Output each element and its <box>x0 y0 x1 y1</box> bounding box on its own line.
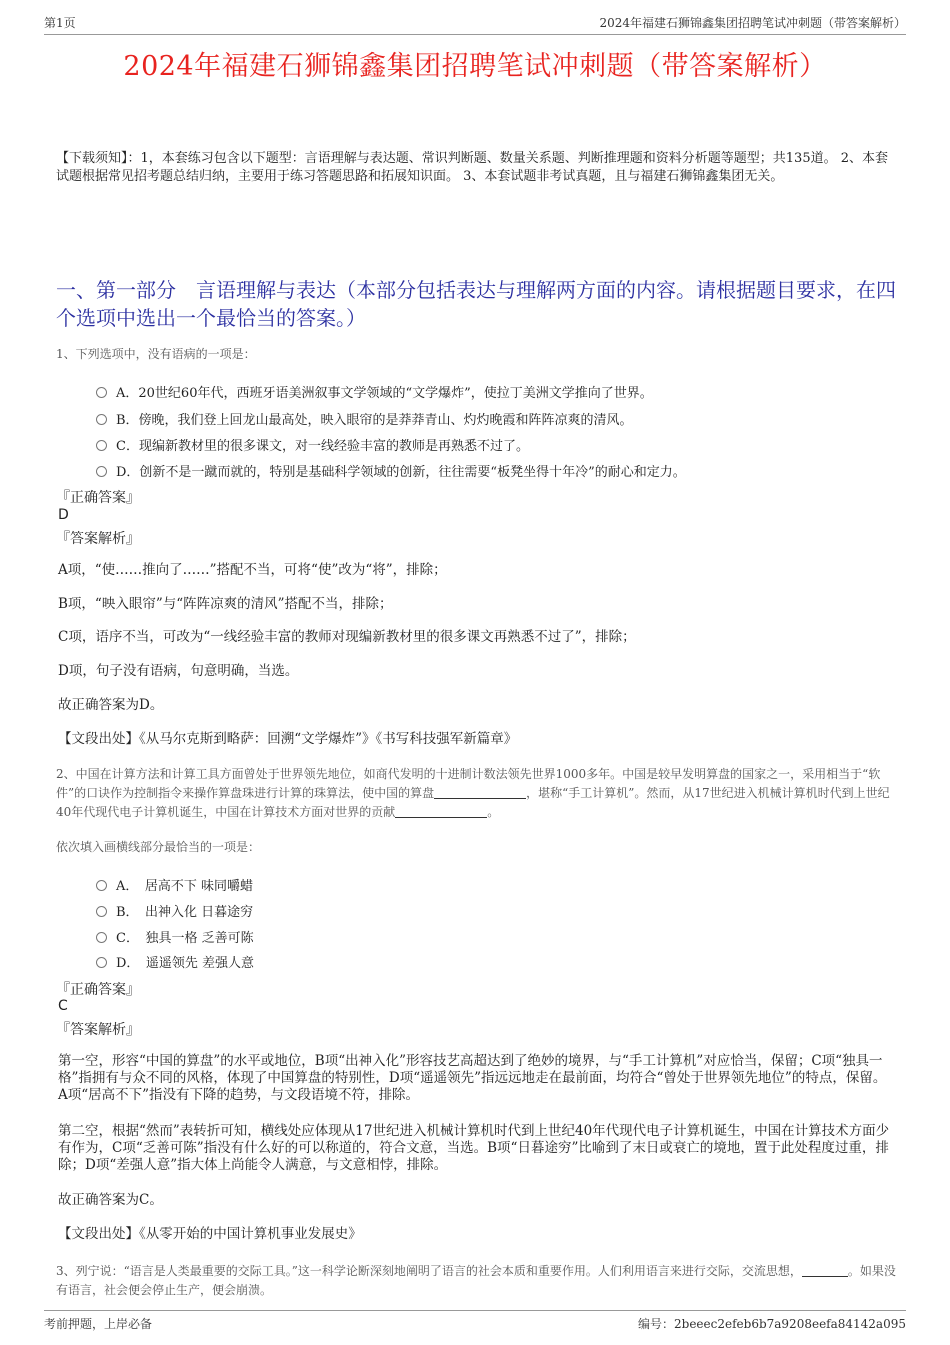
header-doc-title: 2024年福建石狮锦鑫集团招聘笔试冲刺题（带答案解析） <box>599 16 906 30</box>
q2-option-d[interactable]: D． 遥遥领先 差强人意 <box>96 952 254 971</box>
blank-1 <box>434 786 526 799</box>
radio-icon[interactable] <box>96 387 107 398</box>
footer-slogan: 考前押题，上岸必备 <box>44 1317 153 1331</box>
q1-analysis-a: A项，“使……推向了……”搭配不当，可将“使”改为“将”，排除； <box>58 562 447 578</box>
q2-option-c[interactable]: C． 独具一格 乏善可陈 <box>96 927 254 946</box>
q1-option-d[interactable]: D．创新不是一蹴而就的，特别是基础科学领域的创新，往往需要“板凳坐得十年冷”的耐心和定力。 <box>96 461 686 480</box>
q2-analysis-1: 第一空，形容“中国的算盘”的水平或地位，B项“出神入化”形容技艺高超达到了绝妙的境界，与“手工计算机”对应恰当，保留；C项“独具一格”指拥有与众不同的风格，体现了中国算盘的特别性，D项“遥遥领先”指远远地走在最前面，均符合“曾处于世界领先地位”的特点，保留。A项“居高不下”指没有下降的趋势，与文段语境不符，排除。 <box>58 1053 887 1103</box>
q2-analysis-2: 第二空，根据“然而”表转折可知，横线处应体现从17世纪进入机械计算机时代到上世纪40年代现代电子计算机诞生，中国在计算技术方面少有作为，C项“乏善可陈”指没有什么好的可以称道的，符合文意，当选。B项“日暮途穷”比喻到了末日或衰亡的境地，置于此处程度过重，排除；D项“差强人意”指大体上尚能令人满意，与文意相悖，排除。 <box>58 1123 890 1173</box>
q1-source: 【文段出处】《从马尔克斯到略萨：回溯“文学爆炸”》《书写科技强军新篇章》 <box>58 731 518 747</box>
q1-option-b[interactable]: B．傍晚，我们登上回龙山最高处，映入眼帘的是莽莽青山、灼灼晚霞和阵阵凉爽的清风。 <box>96 409 633 428</box>
q2-option-b[interactable]: B． 出神入化 日暮途穷 <box>96 901 253 920</box>
radio-icon[interactable] <box>96 414 107 425</box>
q1-answer: D <box>58 507 69 523</box>
blank-3 <box>802 1264 848 1277</box>
page-footer <box>44 1310 906 1335</box>
radio-icon[interactable] <box>96 906 107 917</box>
q2-conclusion: 故正确答案为C。 <box>58 1192 163 1208</box>
q2-analysis-label: 『答案解析』 <box>56 1022 140 1038</box>
radio-icon[interactable] <box>96 957 107 968</box>
q2-source: 【文段出处】《从零开始的中国计算机事业发展史》 <box>58 1226 362 1242</box>
q1-correct-label: 『正确答案』 <box>56 490 140 506</box>
radio-icon[interactable] <box>96 932 107 943</box>
q1-option-a[interactable]: A．20世纪60年代，西班牙语美洲叙事文学领域的“文学爆炸”，使拉丁美洲文学推向了世界。 <box>96 382 653 401</box>
question-2-prompt: 依次填入画横线部分最恰当的一项是： <box>56 840 261 854</box>
q1-option-c[interactable]: C．现编新教材里的很多课文，对一线经验丰富的教师是再熟悉不过了。 <box>96 435 529 454</box>
download-notice: 【下载须知】：1，本套练习包含以下题型：言语理解与表达题、常识判断题、数量关系题、判断推理题和资料分析题等题型；共135道。 2、本套试题根据常见招考题总结归纳，主要用于练习答题思路和拓展知识面。 3、本套试题非考试真题，且与福建石狮锦鑫集团无关。 <box>56 151 888 184</box>
document-title: 2024年福建石狮锦鑫集团招聘笔试冲刺题（带答案解析） <box>123 51 827 82</box>
q1-conclusion: 故正确答案为D。 <box>58 697 164 713</box>
blank-2 <box>395 805 487 818</box>
question-1-stem: 1、下列选项中，没有语病的一项是： <box>56 347 256 361</box>
page-number: 第1页 <box>44 16 76 30</box>
q1-analysis-label: 『答案解析』 <box>56 531 140 547</box>
q2-answer: C <box>58 998 68 1014</box>
q1-analysis-d: D项，句子没有语病，句意明确，当选。 <box>58 663 299 679</box>
page-header <box>44 12 906 35</box>
radio-icon[interactable] <box>96 440 107 451</box>
q1-analysis-b: B项，“映入眼帘”与“阵阵凉爽的清风”搭配不当，排除； <box>58 596 393 612</box>
question-3-stem: 3、列宁说：“语言是人类最重要的交际工具。”这一科学论断深刻地阐明了语言的社会本质和重要作用。人们利用语言来进行交际，交流思想， 。如果没有语言，社会便会停止生产，便会崩溃。 <box>56 1264 896 1297</box>
radio-icon[interactable] <box>96 880 107 891</box>
footer-serial: 编号：2beeec2efeb6b7a9208eefa84142a095 <box>638 1317 906 1331</box>
q2-correct-label: 『正确答案』 <box>56 982 140 998</box>
section-heading: 一、第一部分 言语理解与表达（本部分包括表达与理解两方面的内容。请根据题目要求，在四个选项中选出一个最恰当的答案。） <box>56 278 896 330</box>
q1-analysis-c: C项，语序不当，可改为“一线经验丰富的教师对现编新教材里的很多课文再熟悉不过了”，排除； <box>58 629 636 645</box>
question-2-stem: 2、中国在计算方法和计算工具方面曾处于世界领先地位，如商代发明的十进制计数法领先世界1000多年。中国是较早发明算盘的国家之一，采用相当于“软件”的口诀作为控制指令来操作算盘珠进行计算的珠算法，使中国的算盘 ，堪称“手工计算机”。然而，从17世纪进入机械计算机时代到上世纪40年代现代电子计算机诞生，中国在计算技术方面对世界的贡献 。 <box>56 767 890 819</box>
radio-icon[interactable] <box>96 466 107 477</box>
q2-option-a[interactable]: A． 居高不下 味同嚼蜡 <box>96 875 253 894</box>
